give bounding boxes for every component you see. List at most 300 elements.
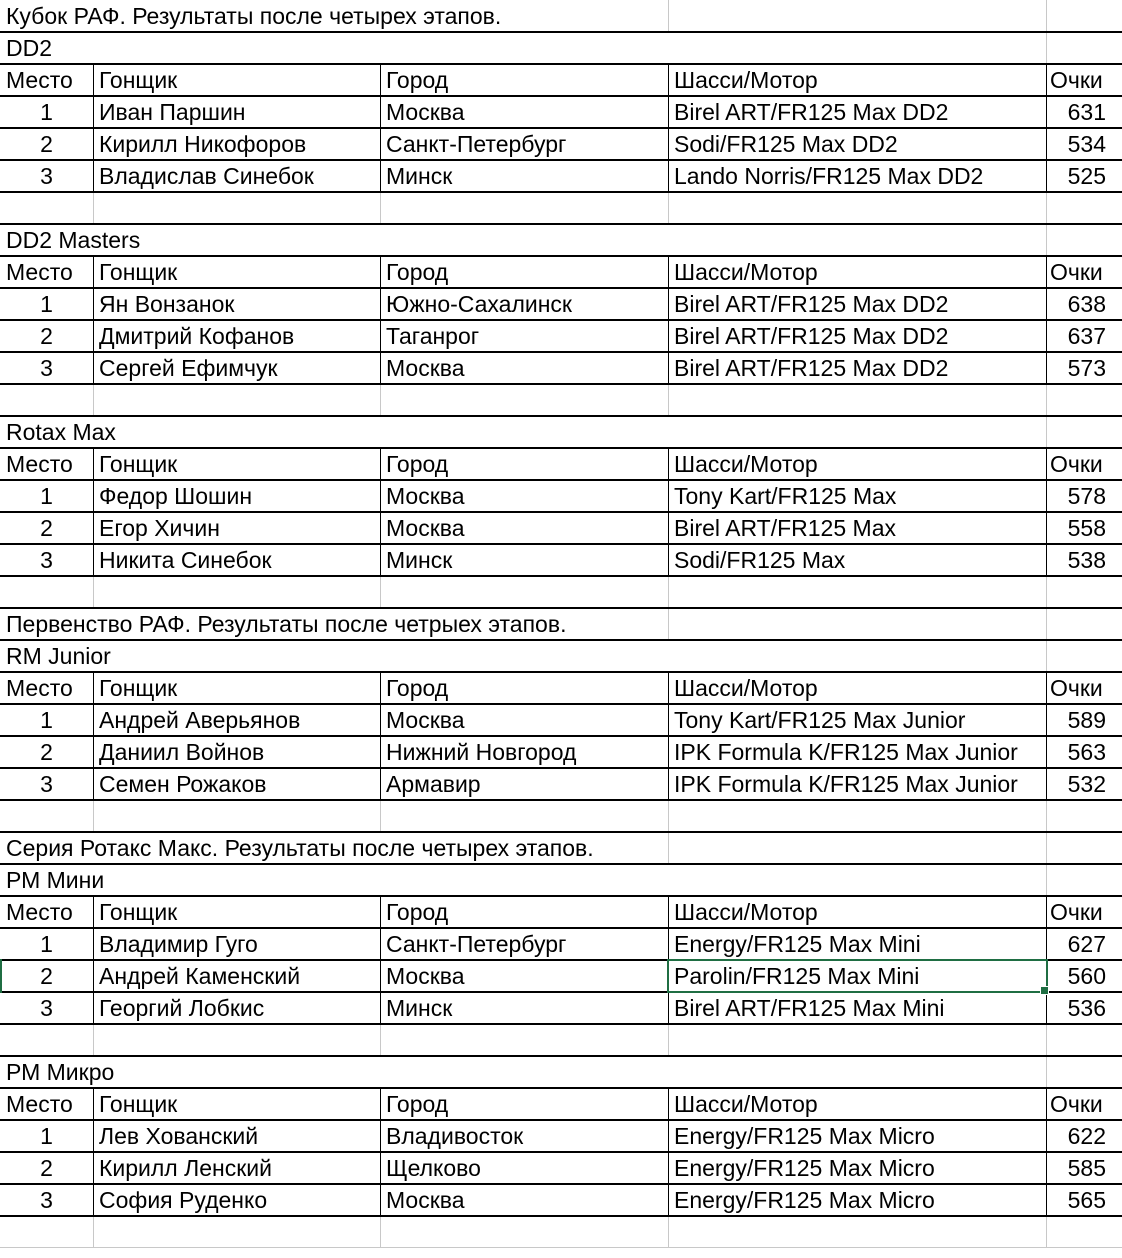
cell-chassis[interactable]: IPK Formula K/FR125 Max Junior [674,771,1018,797]
cell-border [93,960,94,992]
cell-border [668,320,669,352]
cell-border [0,1183,1122,1185]
cell-border [668,128,669,160]
header-driver[interactable]: Гонщик [99,675,178,701]
cell-city[interactable]: Москва [386,99,465,125]
cell-border [380,1152,381,1184]
header-points[interactable]: Очки [1050,675,1103,701]
header-driver[interactable]: Гонщик [99,899,178,925]
cell-border [380,992,381,1024]
cell-points[interactable]: 631 [1067,99,1106,125]
cell-border [0,575,1122,577]
grid-line [1046,864,1047,896]
cell-points[interactable]: 532 [1067,771,1106,797]
cell-place[interactable]: 1 [40,707,53,733]
cell-border [0,767,1122,769]
cell-place[interactable]: 3 [40,995,53,1021]
cell-border [93,1088,94,1120]
cell-driver[interactable]: Федор Шошин [99,483,253,509]
class-title[interactable]: РМ Микро [6,1059,115,1085]
grid-line [380,192,381,224]
cell-place[interactable]: 2 [40,131,53,157]
cell-border [380,704,381,736]
cell-border [1046,320,1047,352]
grid-line [1046,416,1047,448]
class-title[interactable]: РМ Мини [6,867,105,893]
cell-border [668,544,669,576]
cell-points[interactable]: 578 [1067,483,1106,509]
grid-line [668,576,669,608]
section-title[interactable]: Кубок РАФ. Результаты после четырех этапов. [6,3,502,29]
header-chassis[interactable]: Шасси/Мотор [674,259,818,285]
cell-border [93,896,94,928]
cell-driver[interactable]: Андрей Каменский [99,963,301,989]
cell-points[interactable]: 558 [1067,515,1106,541]
cell-border [0,127,1122,129]
cell-border [1046,704,1047,736]
cell-border [1046,1152,1047,1184]
cell-border [0,671,1122,673]
cell-place[interactable]: 3 [40,547,53,573]
header-city[interactable]: Город [386,67,449,93]
grid-line [668,0,669,32]
cell-points[interactable]: 536 [1067,995,1106,1021]
grid-line [1046,576,1047,608]
cell-border [93,288,94,320]
cell-border [380,320,381,352]
cell-border [0,607,1122,609]
cell-border [93,96,94,128]
table-row [0,704,1122,736]
cell-city[interactable]: Армавир [386,771,481,797]
cell-chassis[interactable]: Sodi/FR125 Max [674,547,846,573]
header-chassis[interactable]: Шасси/Мотор [674,67,818,93]
title-row [0,832,1122,864]
cell-place[interactable]: 1 [40,291,53,317]
header-chassis[interactable]: Шасси/Мотор [674,451,818,477]
header-points[interactable]: Очки [1050,451,1103,477]
cell-place[interactable]: 2 [40,323,53,349]
table-row [0,128,1122,160]
header-row [0,672,1122,704]
cell-points[interactable]: 638 [1067,291,1106,317]
table-row [0,160,1122,192]
class-title[interactable]: DD2 Masters [6,227,141,253]
cell-border [1046,352,1047,384]
cell-chassis[interactable]: Energy/FR125 Max Mini [674,931,921,957]
grid-line [1046,32,1047,64]
cell-city[interactable]: Минск [386,995,453,1021]
row-selection-edge [0,959,2,993]
cell-border [93,704,94,736]
title-row [0,0,1122,32]
cell-border [380,736,381,768]
cell-border [380,96,381,128]
cell-city[interactable]: Москва [386,483,465,509]
cell-chassis[interactable]: Birel ART/FR125 Max Mini [674,995,945,1021]
header-place[interactable]: Место [6,451,73,477]
section-title[interactable]: Первенство РАФ. Результаты после четрыех этапов. [6,611,567,637]
cell-border [0,351,1122,353]
cell-place[interactable]: 1 [40,483,53,509]
cell-border [1046,992,1047,1024]
cell-driver[interactable]: Егор Хичин [99,515,220,541]
cell-driver[interactable]: София Руденко [99,1187,268,1213]
class-row [0,640,1122,672]
header-points[interactable]: Очки [1050,1091,1103,1117]
cell-place[interactable]: 1 [40,99,53,125]
cell-border [380,512,381,544]
header-chassis[interactable]: Шасси/Мотор [674,1091,818,1117]
blank-row [0,576,1122,608]
cell-border [668,896,669,928]
cell-border [0,799,1122,801]
cell-chassis[interactable]: Birel ART/FR125 Max DD2 [674,323,949,349]
header-driver[interactable]: Гонщик [99,1091,178,1117]
table-row [0,1184,1122,1216]
cell-points[interactable]: 589 [1067,707,1106,733]
cell-border [0,31,1122,33]
cell-border [380,128,381,160]
cell-driver[interactable]: Андрей Аверьянов [99,707,301,733]
cell-driver[interactable]: Дмитрий Кофанов [99,323,295,349]
cell-border [0,543,1122,545]
table-row [0,960,1122,992]
cell-border [380,768,381,800]
cell-border [0,991,1122,993]
cell-border [668,1152,669,1184]
cell-chassis[interactable]: Parolin/FR125 Max Mini [674,963,920,989]
header-city[interactable]: Город [386,1091,449,1117]
cell-city[interactable]: Таганрог [386,323,480,349]
cell-border [0,831,1122,833]
cell-border [0,1087,1122,1089]
cell-border [668,768,669,800]
cell-border [0,255,1122,257]
cell-city[interactable]: Москва [386,707,465,733]
cell-points[interactable]: 573 [1067,355,1106,381]
cell-border [380,352,381,384]
header-driver[interactable]: Гонщик [99,451,178,477]
table-row [0,352,1122,384]
cell-border [1046,896,1047,928]
cell-points[interactable]: 565 [1067,1187,1106,1213]
cell-border [1046,480,1047,512]
cell-border [380,160,381,192]
cell-border [380,896,381,928]
cell-border [93,256,94,288]
cell-chassis[interactable]: Lando Norris/FR125 Max DD2 [674,163,984,189]
cell-border [0,63,1122,65]
cell-driver[interactable]: Иван Паршин [99,99,246,125]
fill-handle[interactable] [1040,986,1049,995]
cell-points[interactable]: 525 [1067,163,1106,189]
cell-border [380,288,381,320]
header-row [0,1088,1122,1120]
cell-border [0,1215,1122,1217]
cell-city[interactable]: Москва [386,963,465,989]
header-place[interactable]: Место [6,899,73,925]
cell-border [93,128,94,160]
header-points[interactable]: Очки [1050,67,1103,93]
cell-border [93,544,94,576]
cell-border [0,319,1122,321]
header-city[interactable]: Город [386,899,449,925]
cell-city[interactable]: Щелково [386,1155,481,1181]
cell-driver[interactable]: Георгий Лобкис [99,995,265,1021]
grid-line [668,1216,669,1248]
blank-row [0,192,1122,224]
grid-line [1046,1056,1047,1088]
cell-border [0,447,1122,449]
cell-driver[interactable]: Владислав Синебок [99,163,314,189]
header-place[interactable]: Место [6,259,73,285]
cell-city[interactable]: Санкт-Петербург [386,131,567,157]
cell-border [1046,128,1047,160]
cell-border [668,96,669,128]
cell-border [668,480,669,512]
cell-points[interactable]: 538 [1067,547,1106,573]
cell-border [0,191,1122,193]
grid-line [668,608,669,640]
header-place[interactable]: Место [6,67,73,93]
cell-border [0,639,1122,641]
cell-border [0,511,1122,513]
cell-border [1046,64,1047,96]
cell-points[interactable]: 585 [1067,1155,1106,1181]
cell-border [1046,1184,1047,1216]
cell-chassis[interactable]: IPK Formula K/FR125 Max Junior [674,739,1018,765]
cell-border [93,320,94,352]
cell-city[interactable]: Южно-Сахалинск [386,291,572,317]
table-row [0,928,1122,960]
cell-border [1046,256,1047,288]
cell-border [668,1120,669,1152]
header-points[interactable]: Очки [1050,899,1103,925]
cell-points[interactable]: 560 [1067,963,1106,989]
cell-place[interactable]: 2 [40,515,53,541]
cell-border [380,1088,381,1120]
cell-driver[interactable]: Кирилл Ленский [99,1155,272,1181]
cell-border [0,1119,1122,1121]
class-title[interactable]: DD2 [6,35,53,61]
blank-row [0,1024,1122,1056]
cell-border [1046,1120,1047,1152]
cell-chassis[interactable]: Birel ART/FR125 Max DD2 [674,291,949,317]
cell-border [93,736,94,768]
grid-line [93,576,94,608]
table-row [0,512,1122,544]
class-row [0,1056,1122,1088]
cell-driver[interactable]: Владимир Гуго [99,931,258,957]
cell-driver[interactable]: Никита Синебок [99,547,272,573]
cell-border [0,383,1122,385]
cell-border [668,960,669,992]
header-place[interactable]: Место [6,675,73,701]
table-row [0,96,1122,128]
cell-city[interactable]: Москва [386,1187,465,1213]
cell-border [380,928,381,960]
cell-driver[interactable]: Ян Вонзанок [99,291,235,317]
cell-border [0,1055,1122,1057]
cell-border [668,256,669,288]
cell-border [668,64,669,96]
cell-chassis[interactable]: Energy/FR125 Max Micro [674,1187,935,1213]
grid-line [668,832,669,864]
title-row [0,608,1122,640]
table-row [0,288,1122,320]
header-city[interactable]: Город [386,259,449,285]
table-row [0,1152,1122,1184]
cell-city[interactable]: Нижний Новгород [386,739,577,765]
grid-line [380,800,381,832]
cell-border [93,160,94,192]
cell-chassis[interactable]: Tony Kart/FR125 Max [674,483,897,509]
grid-line [668,1024,669,1056]
header-driver[interactable]: Гонщик [99,67,178,93]
cell-place[interactable]: 1 [40,1123,53,1149]
grid-line [1046,384,1047,416]
blank-row [0,1216,1122,1248]
cell-border [1046,1088,1047,1120]
cell-border [0,895,1122,897]
cell-chassis[interactable]: Birel ART/FR125 Max DD2 [674,99,949,125]
cell-border [0,415,1122,417]
cell-points[interactable]: 534 [1067,131,1106,157]
grid-line [380,576,381,608]
header-row [0,256,1122,288]
cell-place[interactable]: 3 [40,1187,53,1213]
cell-city[interactable]: Москва [386,355,465,381]
cell-border [93,928,94,960]
class-row [0,32,1122,64]
cell-place[interactable]: 2 [40,1155,53,1181]
table-row [0,1120,1122,1152]
header-city[interactable]: Город [386,451,449,477]
cell-driver[interactable]: Сергей Ефимчук [99,355,278,381]
cell-border [0,223,1122,225]
cell-border [0,479,1122,481]
cell-border [93,992,94,1024]
cell-border [668,704,669,736]
cell-driver[interactable]: Кирилл Никофоров [99,131,307,157]
cell-place[interactable]: 3 [40,771,53,797]
header-points[interactable]: Очки [1050,259,1103,285]
table-row [0,544,1122,576]
cell-border [0,287,1122,289]
cell-border [380,256,381,288]
cell-border [0,1023,1122,1025]
grid-line [93,1216,94,1248]
cell-border [0,95,1122,97]
cell-place[interactable]: 1 [40,931,53,957]
cell-city[interactable]: Минск [386,163,453,189]
cell-chassis[interactable]: Birel ART/FR125 Max [674,515,896,541]
cell-border [1046,160,1047,192]
cell-place[interactable]: 3 [40,355,53,381]
cell-driver[interactable]: Семен Рожаков [99,771,267,797]
header-chassis[interactable]: Шасси/Мотор [674,899,818,925]
header-chassis[interactable]: Шасси/Мотор [674,675,818,701]
cell-place[interactable]: 2 [40,739,53,765]
table-row [0,320,1122,352]
cell-city[interactable]: Минск [386,547,453,573]
class-title[interactable]: Rotax Max [6,419,116,445]
cell-city[interactable]: Москва [386,515,465,541]
grid-line [668,800,669,832]
cell-border [1046,544,1047,576]
header-city[interactable]: Город [386,675,449,701]
cell-border [668,352,669,384]
cell-place[interactable]: 2 [40,963,53,989]
section-title[interactable]: Серия Ротакс Макс. Результаты после четырех этапов. [6,835,594,861]
cell-border [1046,768,1047,800]
cell-border [0,959,1122,961]
cell-chassis[interactable]: Tony Kart/FR125 Max Junior [674,707,966,733]
table-row [0,768,1122,800]
cell-city[interactable]: Владивосток [386,1123,524,1149]
cell-border [380,960,381,992]
cell-border [93,672,94,704]
cell-border [668,160,669,192]
grid-line [380,1216,381,1248]
cell-border [93,768,94,800]
cell-border [668,672,669,704]
header-place[interactable]: Место [6,1091,73,1117]
cell-place[interactable]: 3 [40,163,53,189]
cell-driver[interactable]: Даниил Войнов [99,739,265,765]
cell-points[interactable]: 622 [1067,1123,1106,1149]
grid-line [93,800,94,832]
cell-border [93,480,94,512]
cell-points[interactable]: 637 [1067,323,1106,349]
cell-border [1046,512,1047,544]
class-row [0,224,1122,256]
cell-border [0,1151,1122,1153]
cell-border [93,512,94,544]
table-row [0,736,1122,768]
cell-border [0,927,1122,929]
cell-border [668,512,669,544]
cell-border [1046,672,1047,704]
grid-line [668,192,669,224]
blank-row [0,384,1122,416]
cell-border [380,448,381,480]
cell-border [0,703,1122,705]
cell-points[interactable]: 627 [1067,931,1106,957]
cell-border [668,928,669,960]
grid-line [1046,640,1047,672]
header-driver[interactable]: Гонщик [99,259,178,285]
cell-driver[interactable]: Лев Хованский [99,1123,259,1149]
cell-chassis[interactable]: Energy/FR125 Max Micro [674,1123,935,1149]
grid-line [0,1247,1122,1248]
cell-chassis[interactable]: Energy/FR125 Max Micro [674,1155,935,1181]
cell-chassis[interactable]: Sodi/FR125 Max DD2 [674,131,898,157]
cell-city[interactable]: Санкт-Петербург [386,931,567,957]
cell-chassis[interactable]: Birel ART/FR125 Max DD2 [674,355,949,381]
cell-points[interactable]: 563 [1067,739,1106,765]
class-title[interactable]: RM Junior [6,643,111,669]
cell-border [380,64,381,96]
cell-border [93,1120,94,1152]
grid-line [1046,0,1047,32]
grid-line [1046,608,1047,640]
cell-border [380,480,381,512]
cell-border [668,288,669,320]
cell-border [0,159,1122,161]
grid-line [668,384,669,416]
